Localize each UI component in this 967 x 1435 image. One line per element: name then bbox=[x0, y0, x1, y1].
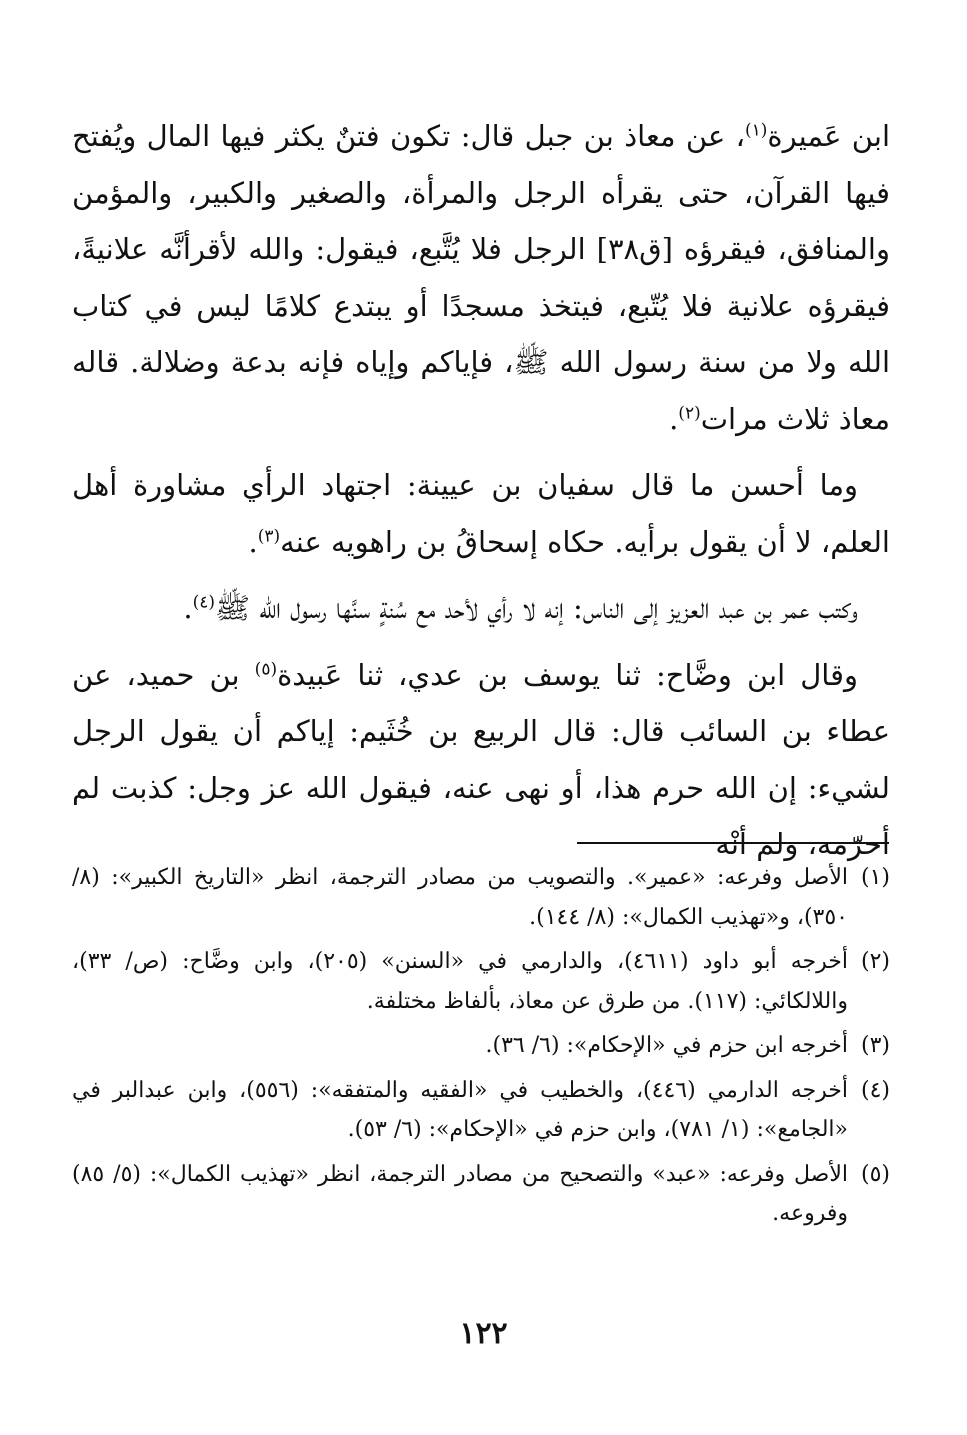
footnote bbox=[72, 1071, 890, 1150]
paragraph-text: وقال ابن وضَّاح: ثنا يوسف بن عدي، ثنا عَبيدة bbox=[277, 657, 858, 692]
paragraph bbox=[72, 108, 890, 447]
footnote-reference: (٥) bbox=[254, 658, 278, 679]
page-number: ١٢٢ bbox=[459, 1316, 508, 1351]
footnote-number: (١) bbox=[860, 865, 890, 890]
footnote-number: (٢) bbox=[860, 949, 890, 974]
paragraph-text: . bbox=[248, 524, 258, 559]
footnote-reference: (٣) bbox=[257, 525, 281, 546]
paragraph bbox=[72, 647, 890, 873]
main-text bbox=[72, 108, 890, 883]
footnotes bbox=[72, 858, 890, 1239]
footnote-text: الأصل وفرعه: «عبد» والتصحيح من مصادر الترجمة، انظر «تهذيب الكمال»: (٥/ ٨٥) وفروعه. bbox=[72, 1161, 849, 1226]
footnote-text: أخرجه أبو داود (٤٦١١)، والدارمي في «السنن» (٢٠٥)، وابن وضَّاح: (ص/ ٣٣)، واللالكائي: (١١٧). من طرق عن معاذ، بألفاظ مختلفة. bbox=[72, 949, 848, 1014]
footnote-number: (٤) bbox=[860, 1077, 890, 1103]
footnote-separator bbox=[577, 842, 889, 844]
paragraph-text: وما أحسن ما قال سفيان بن عيينة: اجتهاد الرأي مشاورة أهل العلم، لا أن يقول برأيه. حكاه إسحاقُ بن راهويه عنه bbox=[72, 468, 890, 559]
footnote bbox=[72, 858, 890, 937]
footnote-text: أخرجه الدارمي (٤٤٦)، والخطيب في «الفقيه والمتفقه»: (٥٥٦)، وابن عبدالبر في «الجامع»: (١/ ٧٨١)، وابن حزم في «الإحكام»: (٦/ ٥٣). bbox=[72, 1077, 848, 1142]
footnote-text: الأصل وفرعه: «عمير». والتصويب من مصادر الترجمة، انظر «التاريخ الكبير»: (٨/ ٣٥٠)، و«تهذيب الكمال»: (٨/ ١٤٤). bbox=[72, 865, 848, 930]
paragraph-text: وكتب عمر بن عبد العزيز إلى الناس: إنه لا رأي لأحد مع سُنةٍ سنَّها رسول الله ﷺ bbox=[215, 591, 858, 625]
paragraph-text: . bbox=[183, 591, 193, 625]
footnote bbox=[72, 1026, 890, 1066]
paragraph bbox=[72, 457, 890, 570]
footnote-number: (٣) bbox=[860, 1033, 890, 1058]
footnote-reference: (٢) bbox=[678, 402, 701, 423]
paragraph-text: ابن عَميرة bbox=[767, 119, 891, 153]
footnote-reference: (٤) bbox=[192, 592, 216, 613]
footnote-number: (٥) bbox=[860, 1161, 890, 1187]
footnote bbox=[72, 942, 890, 1021]
footnote-reference: (١) bbox=[744, 120, 768, 141]
paragraph-text: . bbox=[669, 401, 679, 436]
footnote bbox=[72, 1155, 890, 1234]
paragraph-text: بن حميد، عن عطاء بن السائب قال: قال الربيع بن خُثَيم: إياكم أن يقول الرجل لشيء: إن الله حرم هذا، أو نهى عنه، فيقول الله عز وجل: كذبت لم أحرّمه، ولم أنْه bbox=[72, 657, 890, 861]
paragraph-text: ، عن معاذ بن جبل قال: تكون فتنٌ يكثر فيها المال ويُفتح فيها القرآن، حتى يقرأه الرجل والمرأة، والصغير والكبير، والمؤمن والمنافق، فيقرؤه [ق٣٨] الرجل فلا يُتَّبع، فيقول: والله لأقرأنَّه علانيةً، فيقرؤه علانية فلا يُتّبع، فيتخذ مسجدًا أو يبتدع كلامًا ليس في كتاب الله ولا من سنة رسول الله ﷺ، فإياكم وإياه فإنه بدعة وضلالة. قاله معاذ ثلاث مرات bbox=[72, 119, 890, 436]
paragraph bbox=[72, 580, 890, 637]
footnote-text: أخرجه ابن حزم في «الإحكام»: (٦/ ٣٦). bbox=[485, 1033, 848, 1058]
